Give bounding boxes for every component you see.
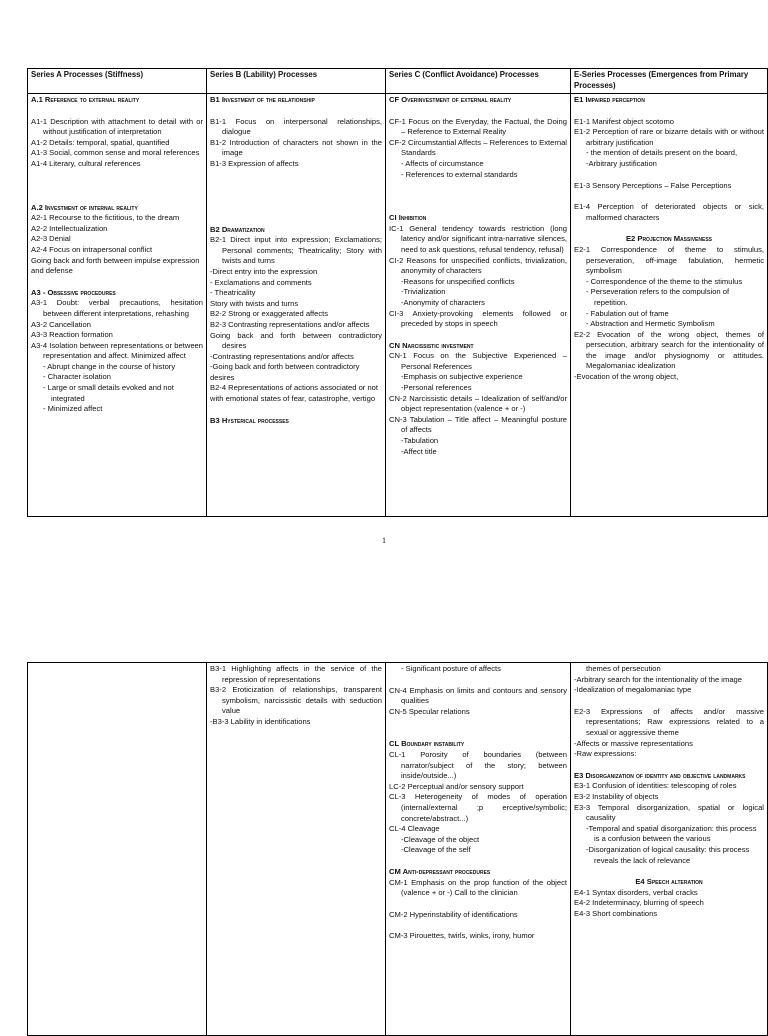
process-line: -B3-3 Lability in identifications	[210, 716, 311, 726]
section-heading: E2 Projection Massiveness	[625, 234, 713, 244]
section-heading: B2 Dramatization	[210, 224, 265, 234]
process-item: CI-3 Anxiety-provoking elements followed or preceded by stops in speech	[389, 308, 567, 329]
process-subitem: - Character isolation	[43, 372, 111, 382]
process-item: E2-3 Expressions of affects and/or massive representations; Raw expressions related to a sexual or aggressive theme	[574, 706, 764, 737]
process-subitem: - Perseveration refers to the compulsion of repetition.	[586, 287, 730, 307]
spacer	[210, 106, 382, 117]
process-subitem: -Anonymity of characters	[401, 297, 485, 307]
process-line: -Arbitrary search for the intentionality of the image	[574, 674, 742, 684]
section-heading: E4 Speech alteration	[635, 877, 703, 887]
process-line: -Evocation of the wrong object,	[574, 372, 679, 382]
process-item: CN-4 Emphasis on limits and contours and sensory qualities	[389, 685, 567, 706]
spacer	[574, 170, 764, 181]
process-item: B1-3 Expression of affects	[210, 158, 299, 168]
process-line: -Going back and forth between contradictory desires	[210, 362, 360, 382]
header-series-a: Series A Processes (Stiffness)	[28, 69, 207, 94]
section-heading: CF Overinvestment of external reality	[389, 95, 512, 104]
process-item: B3-1 Highlighting affects in the service of the repression of representations	[210, 664, 382, 684]
page-number: 1	[382, 536, 386, 545]
process-item: LC-2 Perceptual and/or sensory support	[389, 781, 524, 791]
process-item: CL-3 Heterogeneity of modes of operation (internal/external ;p erceptive/symbolic; concrete/abstract...)	[389, 792, 567, 823]
section-heading: E1 Impaired perception	[574, 95, 645, 104]
series-c-cell	[386, 663, 571, 1036]
process-item: B1-1 Focus on interpersonal relationships, dialogue	[210, 116, 382, 137]
spacer	[574, 191, 764, 202]
table-body-row	[28, 94, 768, 517]
process-item: CF-2 Circumstantial Affects – References to External Standards	[389, 137, 567, 158]
process-table-page-1	[27, 68, 768, 517]
process-line: - Theatricality	[210, 288, 256, 298]
process-subitem: -Reasons for unspecified conflicts	[401, 276, 515, 286]
section-heading: CM Anti-depressant procedures	[389, 866, 491, 876]
series-e-cell	[571, 663, 768, 1036]
spacer	[31, 106, 203, 117]
process-item: CN-3 Tabulation – Title affect – Meaningful posture of affects	[389, 414, 567, 435]
process-item: E4-3 Short combinations	[574, 908, 658, 918]
process-line: B2-4 Representations of actions associated or not with emotional states of fear, catastrophe, vertigo	[210, 383, 379, 404]
series-c-cell	[386, 94, 571, 517]
section-heading: CI Inhibition	[389, 213, 427, 223]
process-table-page-2	[27, 662, 768, 1036]
process-item: E2-1 Correspondence of theme to stimulus, perseveration, off-image fabulation, hermetic symbolism	[574, 244, 764, 276]
process-line: -Affects or massive representations	[574, 738, 693, 748]
process-item: E4-2 Indeterminacy, blurring of speech	[574, 898, 704, 908]
spacer	[389, 180, 567, 202]
process-item: CM-3 Pirouettes, twirls, winks, irony, humor	[389, 931, 535, 941]
spacer	[389, 899, 567, 910]
process-item: A1-1 Description with attachment to detail with or without justification of interpretation	[31, 116, 203, 137]
process-item: Going back and forth between contradictory desires	[210, 330, 382, 351]
process-item: A3-3 Reaction formation	[31, 330, 113, 340]
spacer	[210, 192, 382, 214]
process-subitem: - Abrupt change in the course of history	[43, 361, 176, 371]
process-item: B3-2 Eroticization of relationships, transparent symbolism, narcissistic details with seduction value	[210, 685, 382, 716]
process-subitem: - Significant posture of affects	[401, 664, 501, 673]
process-subitem: -Cleavage of the self	[401, 845, 471, 855]
process-item: IC-1 General tendency towards restriction (long latency and/or significant intra-narrative silences, need to ask questions, refusal tendency, refusal)	[389, 223, 567, 254]
process-item: E2-2 Evocation of the wrong object, themes of persecution, arbitrary search for the intentionality of the image and/or physiognomy or attitudes. Megalomaniac idealization	[574, 329, 764, 371]
process-item: B2-3 Contrasting representations and/or affects	[210, 319, 370, 329]
process-line: Story with twists and turns	[210, 298, 299, 308]
spacer	[389, 106, 567, 117]
spacer	[574, 223, 764, 234]
spacer	[574, 760, 764, 771]
section-heading: B3 Hysterical processes	[210, 415, 289, 425]
process-line: -Direct entry into the expression	[210, 266, 318, 276]
process-item: B2-1 Direct input into expression; Exclamations; Personal comments; Theatricality; Story with twists and turns	[210, 235, 382, 266]
process-item: CF-1 Focus on the Everyday, the Factual, the Doing – Reference to External Reality	[389, 116, 567, 137]
process-item: A1-4 Literary, cultural references	[31, 158, 141, 168]
process-subitem: themes of persecution	[586, 664, 661, 673]
series-e-cell	[571, 94, 768, 517]
section-heading: B1 Investment of the relationship	[210, 95, 315, 104]
process-subitem: - Fabulation out of frame	[586, 308, 669, 318]
process-item: A2-2 Intellectualization	[31, 223, 108, 233]
process-subitem: -Temporal and spatial disorganization: this process is a confusion between the various	[586, 823, 757, 844]
section-heading: A3 - Obsessive procedures	[31, 287, 116, 297]
table-body-row	[28, 663, 768, 1036]
spacer	[574, 106, 764, 117]
process-item: A3-4 Isolation between representations or between representation and affect. Minimized affect	[31, 340, 203, 361]
section-heading: CL Boundary instability	[389, 739, 465, 749]
process-line: B2-2 Strong or exaggerated affects	[210, 309, 329, 319]
process-line: -Contrasting representations and/or affects	[210, 351, 354, 361]
process-item: E3-2 Instability of objects	[574, 791, 659, 801]
spacer	[389, 675, 567, 686]
process-subitem: -Arbitrary justification	[586, 158, 657, 168]
process-item: CL-1 Porosity of boundaries (between narrator/subject of the story; between inside/outside...)	[389, 749, 567, 781]
process-item: E1-2 Perception of rare or bizarre details with or without arbitrary justification	[574, 127, 764, 147]
spacer	[31, 170, 203, 192]
process-subitem: - Large or small details evoked and not integrated	[43, 383, 174, 403]
process-item: CN-1 Focus on the Subjective Experienced – Personal References	[389, 351, 567, 371]
spacer	[210, 405, 382, 416]
header-series-c: Series C (Conflict Avoidance) Processes	[386, 69, 571, 94]
spacer	[389, 330, 567, 341]
spacer	[210, 170, 382, 192]
process-line: -Idealization of megalomaniac type	[574, 685, 692, 695]
process-item: CL-4 Cleavage	[389, 824, 440, 834]
process-item: B1-2 Introduction of characters not shown in the image	[210, 137, 382, 158]
spacer	[389, 717, 567, 739]
process-subitem: - Correspondence of the theme to the stimulus	[586, 276, 743, 286]
process-subitem: -Cleavage of the object	[401, 834, 480, 844]
header-series-e: E-Series Processes (Emergences from Primary Processes)	[571, 69, 768, 94]
series-a-cell	[28, 94, 207, 517]
series-b-cell	[207, 94, 386, 517]
process-item: CI-2 Reasons for unspecified conflicts, trivialization, anonymity of characters	[389, 255, 567, 276]
header-series-b: Series B (Lability) Processes	[207, 69, 386, 94]
table-header-row	[28, 69, 768, 94]
spacer	[389, 856, 567, 867]
process-item: E3-3 Temporal disorganization, spatial or logical causality	[574, 802, 764, 823]
process-subitem: -Emphasis on subjective experience	[401, 372, 523, 382]
process-line: - Exclamations and comments	[210, 277, 312, 287]
process-item: E1-1 Manifest object scotomo	[574, 116, 675, 126]
process-item: A2-4 Focus on intrapersonal conflict	[31, 244, 153, 254]
process-item: CM-2 Hyperinstability of identifications	[389, 909, 518, 919]
process-subitem: - Minimized affect	[43, 404, 103, 414]
section-heading: A.1 Reference to external reality	[31, 95, 140, 104]
process-item: A1-3 Social, common sense and moral references	[31, 148, 200, 158]
process-item: CN-5 Specular relations	[389, 706, 470, 716]
spacer	[210, 214, 382, 225]
process-subitem: - References to external standards	[401, 169, 518, 179]
process-line: Going back and forth between impulse expression and defense	[31, 255, 200, 276]
section-heading: E3 Disorganization of identity and objective landmarks	[574, 770, 746, 780]
spacer	[574, 866, 764, 877]
process-item: A3-1 Doubt: verbal precautions, hesitation between different interpretations, rehashing	[31, 298, 203, 318]
spacer	[389, 202, 567, 213]
process-subitem: - Affects of circumstance	[401, 158, 484, 168]
process-subitem: -Disorganization of logical causality: this process reveals the lack of relevance	[586, 844, 750, 865]
process-item: E1-4 Perception of deteriorated objects or sick, malformed characters	[574, 202, 764, 222]
process-item: CM-1 Emphasis on the prop function of the object (valence + or -) Call to the clinician	[389, 877, 567, 898]
process-item: A2-3 Denial	[31, 234, 71, 244]
process-subitem: -Tabulation	[401, 436, 439, 446]
spacer	[574, 696, 764, 707]
process-item: CN-2 Narcissistic details – Idealization of self/and/or object representation (valence + or -)	[389, 393, 567, 414]
process-subitem: -Affect title	[401, 446, 437, 456]
process-subitem: - Abstraction and Hermetic Symbolism	[586, 319, 715, 329]
series-b-cell	[207, 663, 386, 1036]
section-heading: CN Narcissistic investment	[389, 340, 474, 350]
process-item: A1-2 Details: temporal, spatial, quantified	[31, 137, 170, 147]
spacer	[31, 192, 203, 203]
process-subitem: - the mention of details present on the board,	[586, 148, 738, 158]
series-a-cell	[28, 663, 207, 1036]
process-item: E3-1 Confusion of identities: telescoping of roles	[574, 781, 737, 791]
spacer	[31, 277, 203, 288]
process-item: A3-2 Cancellation	[31, 319, 91, 329]
section-heading: A.2 Investment of internal reality	[31, 202, 138, 212]
spacer	[389, 920, 567, 931]
process-item: A2-1 Recourse to the fictitious, to the dream	[31, 213, 180, 223]
process-item: E1-3 Sensory Perceptions – False Perceptions	[574, 180, 732, 190]
process-subitem: -Trivialization	[401, 287, 446, 297]
process-line: -Raw expressions:	[574, 749, 637, 759]
process-subitem: -Personal references	[401, 383, 472, 393]
page-2	[0, 570, 768, 1024]
process-item: E4-1 Syntax disorders, verbal cracks	[574, 887, 698, 897]
